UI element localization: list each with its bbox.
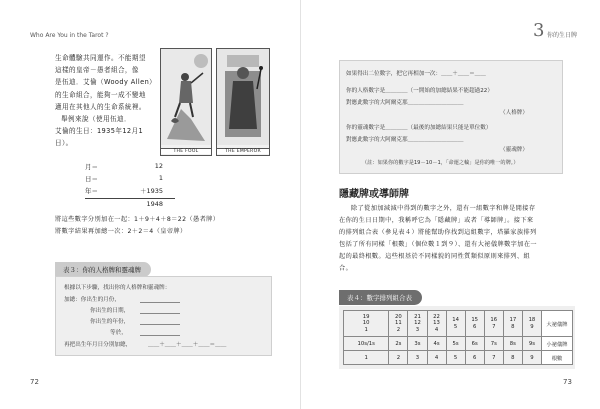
box-note: （註：如果你的數字是19－10－1，「命運之輪」是你的唯一的牌。） [362, 160, 519, 166]
body-line: 是伍迪．艾倫（Woody Allen） [55, 78, 157, 87]
table-cell: 18 9 [522, 311, 541, 337]
table-cell: 1 [344, 351, 389, 365]
body-line: 舉例來說（使用伍迪． [61, 115, 131, 124]
table3-line: 再把出生年月日分別加總， [64, 342, 132, 348]
card-caption: THE EMPEROR [217, 148, 269, 154]
box-line: 你的靈魂數字是＿＿＿＿（最後的加總結果只能是單位數） [346, 125, 492, 131]
body-line: 日）。 [55, 139, 73, 148]
box-line: （人格牌） [500, 110, 528, 116]
body-line: 在你的生日日期中，我稱呼它為「隱藏牌」或者「導師牌」。接下來 [339, 217, 534, 224]
table-cell: 7 [484, 351, 503, 365]
table-cell: 15 6 [465, 311, 484, 337]
blank-line[interactable] [140, 313, 180, 314]
card-caption: THE FOOL [161, 148, 211, 154]
table4-label: 表４：數字排列組合表 [339, 290, 422, 305]
chapter-title: 你的生日牌 [547, 32, 578, 39]
running-head: Who Are You in the Tarot ? [30, 32, 109, 39]
table-cell: 6 [465, 351, 484, 365]
box-line: （靈魂牌） [500, 147, 528, 153]
table-cell: 6s [465, 337, 484, 351]
page-number-left: 72 [30, 378, 39, 386]
table-cell: 16 7 [484, 311, 503, 337]
left-body-text [55, 52, 170, 150]
table3-line: 你出生的日期， [90, 308, 130, 314]
calc-value: ＋1935 [139, 187, 163, 195]
table3-sum-line[interactable]: ＿＿＋＿＿＋＿＿＋＿＿＝＿＿ [148, 342, 227, 348]
row-label: 大祕儀牌 [542, 311, 573, 337]
formula-box [339, 60, 563, 174]
table-cell: 3s [408, 337, 427, 351]
page-number-right: 73 [563, 378, 572, 386]
table-cell: 20 11 2 [389, 311, 408, 337]
row-label: 小祕儀牌 [542, 337, 573, 351]
blank-line[interactable] [140, 302, 180, 303]
table3-box [55, 276, 272, 356]
fool-illustration [161, 49, 211, 145]
table-cell: 4 [427, 351, 446, 365]
table-cell: 5s [446, 337, 465, 351]
box-line: 對應此數字的大阿爾克那＿＿＿＿＿＿＿＿＿＿ [346, 100, 464, 106]
box-line: 你的人格數字是＿＿＿＿（一開始的加總結果不能超過22） [346, 88, 493, 94]
table3-line: 加總：你出生的月份， [64, 297, 120, 303]
table-cell: 7s [484, 337, 503, 351]
calc-label: 月＝ [85, 163, 98, 171]
result-text [55, 214, 295, 238]
table-cell: 2 [389, 351, 408, 365]
calc-label: 日＝ [85, 175, 98, 183]
body-line: 包括了所有同樣「根數」（個位數１到９）、還有大祕儀牌數字加在一 [339, 241, 538, 248]
table-cell: 9 [522, 351, 541, 365]
table3-label: 表３：你的人格牌和靈魂牌 [55, 262, 151, 277]
box-line: 對應此數字的大阿爾克那＿＿＿＿＿＿＿＿＿＿ [346, 137, 464, 143]
body-line: 合。 [339, 265, 353, 272]
table-cell: 8 [503, 351, 522, 365]
table-cell: 3 [408, 351, 427, 365]
birthday-calculation [85, 162, 175, 212]
calc-total: 1948 [146, 200, 163, 208]
table-row [344, 351, 573, 365]
calc-value: 1 [158, 174, 163, 182]
table-cell: 14 5 [446, 311, 465, 337]
table-cell: 8s [503, 337, 522, 351]
table-cell: 5 [446, 351, 465, 365]
table4 [339, 306, 575, 369]
table-cell: 19 10 1 [344, 311, 389, 337]
body-line: 起的最終根數。這些根基於不同樣貌的同性質類似原則來排列、組 [339, 253, 531, 260]
table-cell: 9s [522, 337, 541, 351]
emperor-illustration [217, 49, 269, 145]
table3-line: 等於， [110, 330, 127, 336]
body-line: 適用在其他人的生命系統裡。 [55, 102, 146, 111]
result-line: 將數字結果再加總一次：2＋2＝4（皇帝牌） [55, 228, 187, 236]
blank-line[interactable] [140, 335, 180, 336]
calc-label: 年＝ [85, 187, 98, 195]
table-cell: 4s [427, 337, 446, 351]
chapter-number: 3 [533, 20, 545, 41]
calc-row [85, 174, 175, 186]
table-cell: 10s/1s [344, 337, 389, 351]
row-label: 根數 [542, 351, 573, 365]
tarot-card-fool [160, 48, 212, 156]
table-cell: 2s [389, 337, 408, 351]
body-line: 這樣的皇帝－愚者組合，像 [55, 66, 139, 75]
calc-row [85, 186, 175, 199]
body-line: 除了從加加減減中得到的數字之外，還有一組數字和牌是閒接存 [351, 205, 536, 212]
blank-line[interactable] [140, 324, 180, 325]
table3-line: 你出生的年份， [90, 319, 130, 325]
table-cell: 17 8 [503, 311, 522, 337]
calc-value: 12 [154, 162, 163, 170]
box-line: 如果得出二位數字，把它再相加一次：＿＿＋＿＿＝＿＿ [346, 71, 486, 77]
table3-intro: 根據以下步驟，找出你的人格牌和靈魂牌： [64, 285, 171, 291]
right-page [300, 0, 600, 409]
result-line: 將這些數字分別加在一起：1＋9＋4＋8＝22（愚者牌） [55, 216, 220, 223]
table-row [344, 311, 573, 337]
tarot-card-emperor [216, 48, 270, 156]
section-title: 隱藏牌或導師牌 [339, 189, 409, 200]
body-line: 艾倫的生日：1935年12月1 [55, 127, 144, 136]
body-line: 的排列組合表（參見表４）將能幫助你找到這組數字，塔羅家族排列 [339, 229, 537, 236]
table-cell: 22 13 4 [427, 311, 446, 337]
calc-row [85, 162, 175, 174]
table4-grid [343, 310, 573, 365]
table-cell: 21 12 3 [408, 311, 427, 337]
body-line: 生命體驗共同運作。不能期望 [55, 54, 146, 62]
table-row [344, 337, 573, 351]
right-body-text [339, 203, 579, 275]
body-line: 的生命組合，能夠一成不變地 [55, 90, 146, 99]
